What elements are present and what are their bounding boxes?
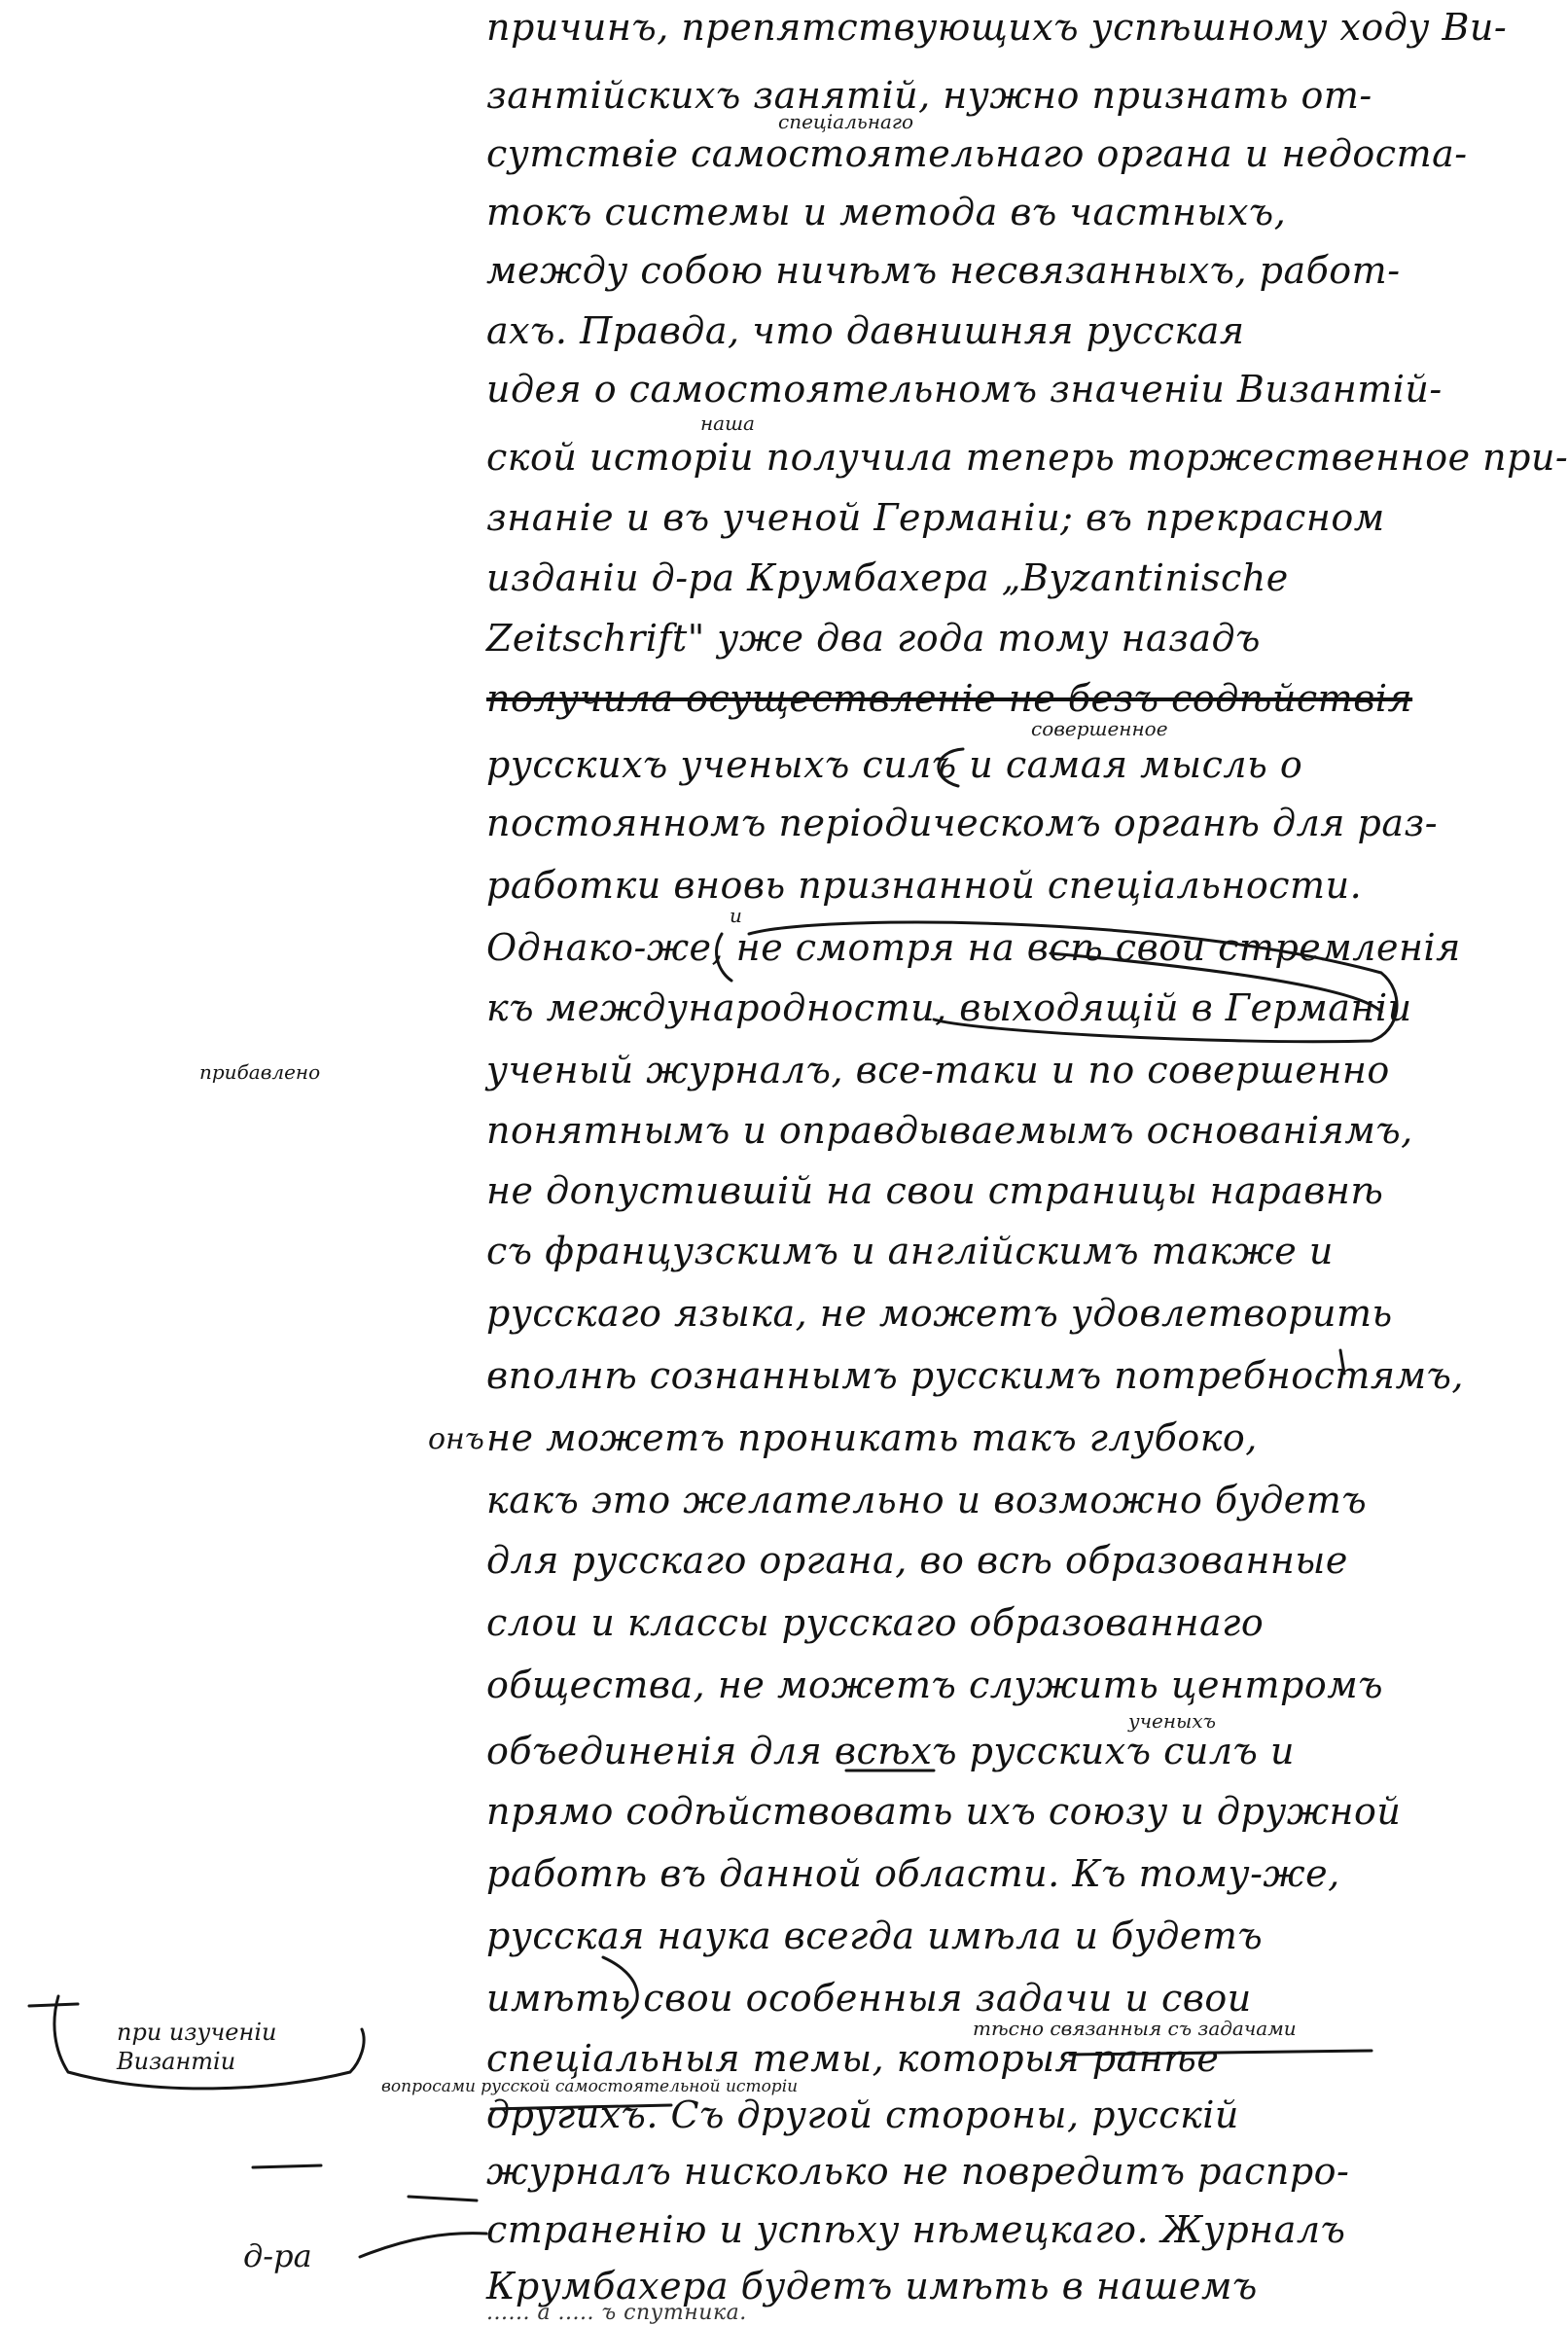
manuscript-line: сутствіе самостоятельнаго органа и недоста-: [486, 132, 1468, 175]
manuscript-line: прямо содѣйствовать ихъ союзу и дружной: [486, 1790, 1402, 1833]
manuscript-line: имѣть свои особенныя задачи и свои: [486, 1977, 1252, 2020]
interlinear-insertion: вопросами русской самостоятельной исторіи: [381, 2077, 799, 2096]
manuscript-line: ученый журналъ, все-таки и по совершенно: [486, 1049, 1390, 1091]
manuscript-line: Однако-же, не смотря на всѣ свои стремленія: [486, 926, 1461, 969]
manuscript-line: изданіи д-ра Крумбахера „Byzantinische: [486, 556, 1289, 599]
manuscript-line: постоянномъ періодическомъ органѣ для раз-: [486, 802, 1439, 844]
manuscript-line: слои и классы русскаго образованнаго: [486, 1601, 1265, 1644]
margin-tick-mark: [29, 2004, 78, 2006]
manuscript-line: идея о самостоятельномъ значеніи Византій-: [486, 368, 1443, 411]
manuscript-line: спеціальныя темы, которыя ранѣе: [486, 2037, 1220, 2080]
manuscript-line: вполнѣ сознаннымъ русскимъ потребностямъ,: [486, 1354, 1464, 1397]
manuscript-line: получила осуществленіе не безъ содѣйствія: [486, 677, 1413, 720]
manuscript-line: ...... а ..... ъ спутника.: [486, 2301, 747, 2325]
manuscript-line: русскаго языка, не можетъ удовлетворить: [486, 1292, 1393, 1335]
interlinear-insertion: и: [730, 904, 742, 927]
margin-note: прибавлено: [199, 1060, 321, 1084]
margin-note: онъ: [428, 1422, 484, 1456]
manuscript-line: журналъ нисколько не повредитъ распро-: [486, 2150, 1350, 2193]
interlinear-insertion: ученыхъ: [1128, 1709, 1216, 1733]
manuscript-line: причинъ, препятствующихъ успѣшному ходу Ви-: [486, 6, 1508, 49]
manuscript-line: Крумбахера будетъ имѣть в нашемъ: [486, 2265, 1258, 2307]
manuscript-line: токъ системы и метода въ частныхъ,: [486, 191, 1287, 233]
interlinear-insertion: наша: [700, 411, 755, 435]
manuscript-line: зантійскихъ занятій, нужно признать от-: [486, 74, 1372, 117]
manuscript-line: знаніе и въ ученой Германіи; въ прекрасном: [486, 496, 1385, 539]
margin-line-mark: [409, 2197, 477, 2200]
margin-note: при изученіи Византіи: [117, 2019, 277, 2075]
manuscript-line: страненію и успѣху нѣмецкаго. Журналъ: [486, 2208, 1346, 2251]
manuscript-line: не допустившій на свои страницы наравнѣ: [486, 1169, 1384, 1212]
manuscript-line: къ международности, выходящій в Германіи: [486, 986, 1412, 1029]
manuscript-line: не можетъ проникать такъ глубоко,: [486, 1416, 1258, 1459]
manuscript-line: съ французскимъ и англійскимъ также и: [486, 1230, 1334, 1272]
margin-note: д-ра: [243, 2237, 312, 2274]
manuscript-line: работки вновь признанной спеціальности.: [486, 864, 1363, 907]
manuscript-line: русская наука всегда имѣла и будетъ: [486, 1914, 1264, 1957]
margin-line-mark: [253, 2165, 321, 2167]
manuscript-line: Zeitschrift" уже два года тому назадъ: [486, 617, 1261, 660]
manuscript-line: общества, не можетъ служить центромъ: [486, 1663, 1384, 1706]
manuscript-line: русскихъ ученыхъ силъ и самая мысль о: [486, 743, 1303, 786]
manuscript-line: объединенія для всѣхъ русскихъ силъ и: [486, 1730, 1295, 1772]
interlinear-insertion: спеціальнаго: [778, 110, 914, 133]
manuscript-line: другихъ. Съ другой стороны, русскій: [486, 2093, 1239, 2136]
manuscript-line: между собою ничѣмъ несвязанныхъ, работ-: [486, 249, 1401, 292]
manuscript-line: работѣ въ данной области. Къ тому-же,: [486, 1852, 1340, 1895]
manuscript-line: какъ это желательно и возможно будетъ: [486, 1479, 1368, 1521]
manuscript-line: ахъ. Правда, что давнишняя русская: [486, 309, 1245, 352]
manuscript-line: ской исторіи получила теперь торжественное при-: [486, 436, 1568, 479]
manuscript-line: понятнымъ и оправдываемымъ основаніямъ,: [486, 1109, 1413, 1152]
manuscript-line: для русскаго органа, во всѣ образованные: [486, 1539, 1348, 1582]
margin-line-mark: [360, 2234, 486, 2257]
interlinear-insertion: тѣсно связанныя съ задачами: [973, 2017, 1297, 2040]
interlinear-insertion: совершенное: [1031, 717, 1168, 740]
